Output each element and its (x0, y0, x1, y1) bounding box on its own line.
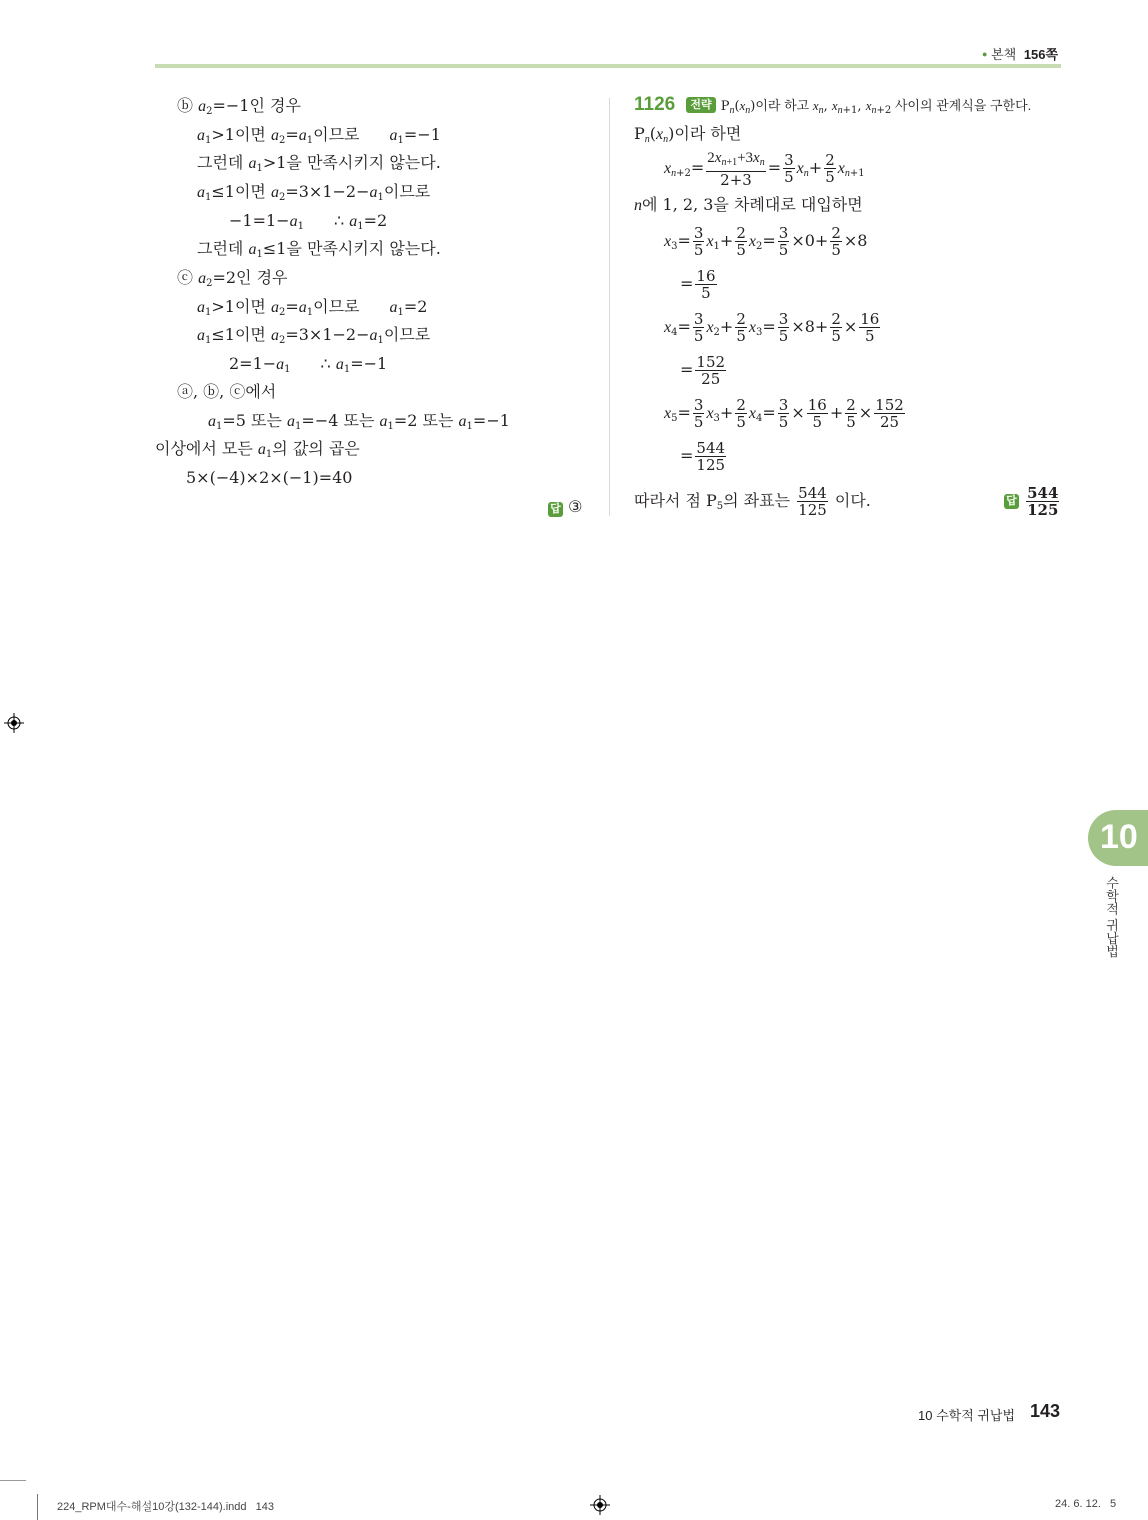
chapter-tab-title: 수학적 귀납법 (1104, 876, 1119, 958)
footer-page: 143 (1030, 1401, 1061, 1421)
bullet-icon: ● (982, 49, 988, 59)
answer-den: 125 (1027, 501, 1059, 519)
strategy-badge: 전략 (686, 97, 715, 113)
left-line-12: $a_1=5$ 또는 $a_1=-4$ 또는 $a_1=2$ 또는 $a_1=-1$ (208, 411, 510, 432)
x3-line: $x_3=$ $\frac{3}{5}$ $x_1+$ $\frac{2}{5}$ $x_2=$ $\frac{3}{5}$ ×0+ $\frac{2}{5}$ ×8 (664, 224, 868, 259)
problem-number: 1126 (634, 94, 676, 115)
left-line-7: ⓒ $a_2=2$인 경우 (177, 268, 288, 289)
conclusion-suffix: 이다. (834, 491, 871, 510)
x5-result: = $\frac{544}{125}$ (680, 439, 726, 474)
header-rule (155, 64, 1061, 68)
conclusion-prefix: 따라서 점 P (634, 491, 717, 510)
x4-result: = $\frac{152}{25}$ (680, 353, 726, 388)
page-ref (982, 44, 1058, 63)
left-line-9: $a_1\le 1$이면 $a_2=3\times 1-2-a_1$이므로 (197, 325, 431, 346)
r3-den: 125 (696, 456, 726, 474)
slug-date: 24. 6. 12. 5 (1055, 1498, 1117, 1510)
left-line-14: 5×(−4)×2×(−1)=40 (186, 468, 353, 487)
r1-den: 5 (701, 284, 711, 302)
x4-line: $x_4=$ $\frac{3}{5}$ $x_2+$ $\frac{2}{5}$ $x_3=$ $\frac{3}{5}$ ×8+ $\frac{2}{5}$ × $\frac{16}{5}$ (664, 310, 880, 345)
substitute-text: 에 1, 2, 3을 차례대로 대입하면 (642, 195, 863, 214)
answer-badge: 답 (548, 502, 563, 517)
left-line-10: $2=1-a_1$ ∴ $a_1=-1$ (229, 354, 388, 375)
left-line-2: $a_1>1$이면 $a_2=a_1$이므로 $a_1=-1$ (197, 125, 441, 146)
footer-chapter: 10 수학적 귀납법 (918, 1408, 1016, 1423)
answer-value: ③ (568, 497, 583, 516)
conclusion-line: 따라서 점 $P_5$의 좌표는 $\frac{544}{125}$ 이다. (634, 484, 871, 519)
x5-line: $x_5=$ $\frac{3}{5}$ $x_3+$ $\frac{2}{5}$ $x_4=$ $\frac{3}{5}$ × $\frac{16}{5}$ + $\frac{2}{5}$ × $\frac{152}{25}$ (664, 396, 904, 431)
r1-num: 16 (696, 267, 716, 285)
left-line-11: ⓐ, ⓑ, ⓒ에서 (177, 382, 277, 401)
left-line-6: 그런데 $a_1\le 1$을 만족시키지 않는다. (197, 239, 441, 260)
left-line-8: $a_1>1$이면 $a_2=a_1$이므로 $a_1=2$ (197, 297, 428, 318)
slug-bar (37, 1494, 38, 1520)
registration-mark-icon (590, 1495, 610, 1519)
column-divider (609, 98, 610, 516)
right-intro: $P_n(x_n)$이라 하면 (634, 124, 742, 145)
x3-result: = $\frac{16}{5}$ (680, 267, 716, 302)
answer-num: 544 (1027, 484, 1059, 502)
r2-den: 25 (701, 370, 721, 388)
answer-badge: 답 (1004, 494, 1019, 509)
intro-text: 이라 하면 (674, 124, 742, 143)
conclusion-mid: 의 좌표는 (723, 491, 791, 510)
r3-num: 544 (696, 439, 726, 457)
left-line-13: 이상에서 모든 $a_1$의 값의 곱은 (155, 439, 360, 460)
r2-num: 152 (696, 353, 726, 371)
left-line-1: ⓑ $a_2=-1$인 경우 (177, 96, 301, 117)
slug-file: 224_RPM대수-해설10강(132-144).indd 143 (57, 1501, 275, 1513)
right-answer (1004, 482, 1061, 520)
left-line-5: $-1=1-a_1$ ∴ $a_1=2$ (229, 211, 388, 232)
left-answer (548, 497, 582, 517)
left-line-3: 그런데 $a_1>1$을 만족시키지 않는다. (197, 153, 441, 174)
ref-label: 본책 (991, 47, 1017, 62)
substitute-line: n에 1, 2, 3을 차례대로 대입하면 (634, 195, 863, 214)
problem-header: 1126 전략 $P_n(x_n)$이라 하고 $x_n$, $x_{n+1}$, $x_{n+2}$ 사이의 관계식을 구한다. (634, 94, 1032, 116)
slug-rule (0, 1480, 26, 1481)
ref-page: 156쪽 (1023, 47, 1059, 62)
recurrence: $x_{n+2}=$ $\frac{2x_{n+1}+3x_n}{2+3}$ = $\frac{3}{5}$ $x_n+$ $\frac{2}{5}$ $x_{n+1}$ (664, 150, 865, 189)
chapter-tab-number: 10 (1100, 818, 1138, 856)
registration-mark-icon (4, 713, 24, 737)
left-line-4: $a_1\le 1$이면 $a_2=3\times 1-2-a_1$이므로 (197, 182, 431, 203)
